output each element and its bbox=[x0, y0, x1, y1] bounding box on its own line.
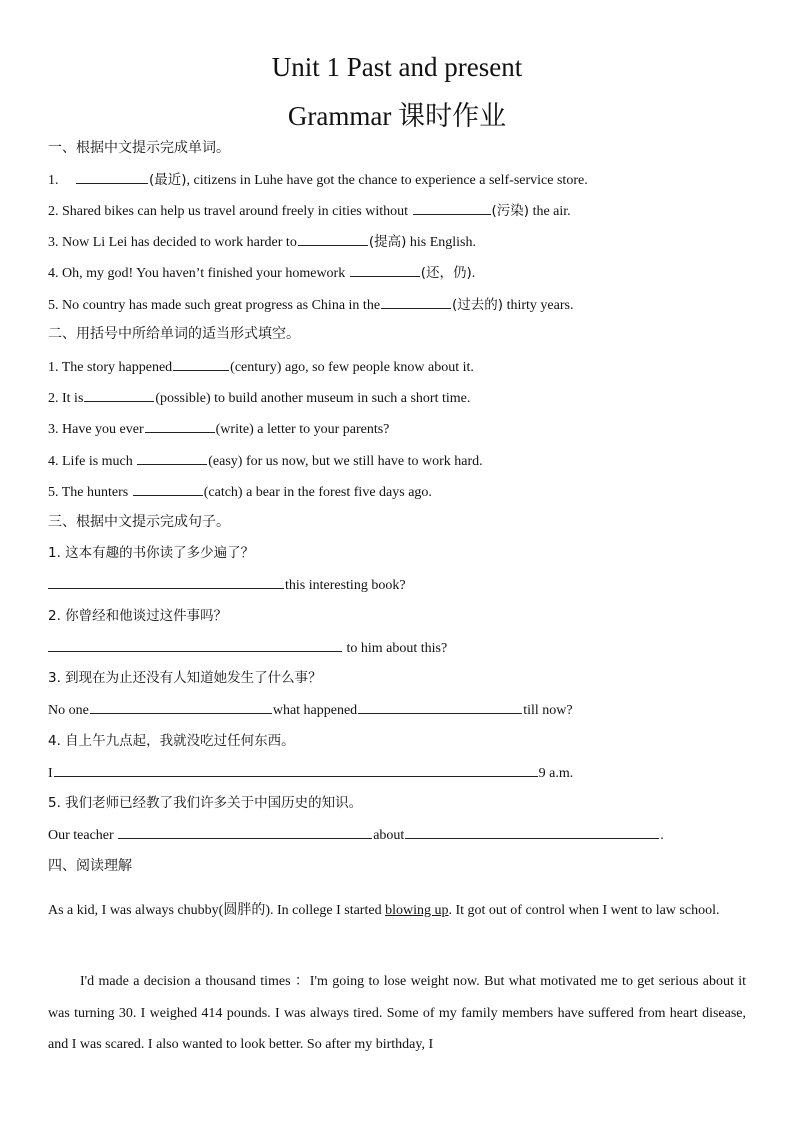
item-number: 1. bbox=[48, 173, 59, 188]
answer-blank[interactable] bbox=[48, 639, 342, 652]
sentence-start: 3. Have you ever bbox=[48, 422, 144, 437]
answer-blank[interactable] bbox=[145, 420, 215, 433]
s3-item-5-prompt: 5. 我们老师已经教了我们许多关于中国历史的知识。 bbox=[48, 795, 363, 811]
sentence-start: 5. The hunters bbox=[48, 485, 129, 500]
underlined-phrase: blowing up bbox=[385, 903, 449, 918]
s1-item-3 bbox=[48, 233, 476, 252]
answer-blank[interactable] bbox=[84, 389, 154, 402]
reading-paragraph-1 bbox=[48, 893, 746, 928]
sentence-start: 2. Shared bikes can help us travel around freely in cities without bbox=[48, 204, 409, 219]
sentence-start: 2. It is bbox=[48, 391, 84, 406]
section2-heading: 二、用括号中所给单词的适当形式填空。 bbox=[48, 326, 300, 342]
s1-item-4 bbox=[48, 264, 475, 283]
given-word: (possible) bbox=[155, 391, 211, 406]
answer-blank[interactable] bbox=[90, 701, 272, 714]
s2-item-2 bbox=[48, 389, 470, 408]
s1-item-1 bbox=[48, 171, 588, 190]
hint: (污染) bbox=[491, 203, 530, 219]
sentence-rest: his English. bbox=[406, 235, 476, 250]
sentence-start: 5. No country has made such great progress as China in the bbox=[48, 298, 381, 313]
answer-blank[interactable] bbox=[173, 358, 229, 371]
sentence-rest: a bear in the forest five days ago. bbox=[242, 485, 432, 500]
s3-item-5-answer bbox=[48, 826, 664, 845]
sentence-start: 3. Now Li Lei has decided to work harder to bbox=[48, 235, 297, 250]
given-word: (write) bbox=[215, 422, 254, 437]
answer-blank[interactable] bbox=[118, 826, 372, 839]
sentence-rest: the air. bbox=[529, 204, 571, 219]
paragraph-text: . It got out of control when I went to law school. bbox=[448, 903, 720, 918]
hint: (还，仍) bbox=[420, 265, 472, 281]
s2-item-3 bbox=[48, 420, 389, 439]
sentence-rest: for us now, but we still have to work hard. bbox=[242, 454, 483, 469]
sentence-start: 1. The story happened bbox=[48, 360, 173, 375]
section4-heading: 四、阅读理解 bbox=[48, 858, 132, 874]
answer-blank[interactable] bbox=[350, 264, 420, 277]
answer-blank[interactable] bbox=[133, 483, 203, 496]
paragraph-text: As a kid, I was always chubby(圆胖的). In college I started bbox=[48, 903, 386, 918]
sentence-rest: this interesting book? bbox=[285, 578, 406, 593]
s1-item-5 bbox=[48, 296, 573, 315]
sentence-rest: ago, so few people know about it. bbox=[281, 360, 474, 375]
sentence-rest: . bbox=[660, 828, 664, 843]
s3-item-1-answer bbox=[48, 576, 406, 595]
s1-item-2 bbox=[48, 202, 571, 221]
hint: (最近) bbox=[149, 172, 187, 188]
s2-item-5 bbox=[48, 483, 432, 502]
sentence-start: No one bbox=[48, 703, 89, 718]
answer-blank[interactable] bbox=[405, 826, 659, 839]
section3-heading: 三、根据中文提示完成句子。 bbox=[48, 514, 230, 530]
sentence-middle: about bbox=[373, 828, 405, 843]
sentence-start: 4. Life is much bbox=[48, 454, 133, 469]
answer-blank[interactable] bbox=[413, 202, 491, 215]
sentence-rest: . bbox=[471, 266, 476, 281]
answer-blank[interactable] bbox=[298, 233, 368, 246]
given-word: (easy) bbox=[208, 454, 243, 469]
given-word: (catch) bbox=[203, 485, 243, 500]
page-subtitle: Grammar 课时作业 bbox=[287, 101, 507, 131]
s3-item-2-answer bbox=[48, 639, 447, 658]
s3-item-4-answer bbox=[48, 764, 573, 783]
s3-item-2-prompt: 2. 你曾经和他谈过这件事吗？ bbox=[48, 608, 228, 624]
s3-item-3-answer bbox=[48, 701, 573, 720]
s3-item-3-prompt: 3. 到现在为止还没有人知道她发生了什么事？ bbox=[48, 670, 322, 686]
sentence-rest: to build another museum in such a short time. bbox=[210, 391, 471, 406]
s3-item-1-prompt: 1. 这本有趣的书你读了多少遍了？ bbox=[48, 545, 255, 561]
sentence-start: I bbox=[48, 766, 53, 781]
answer-blank[interactable] bbox=[358, 701, 522, 714]
sentence-rest: to him about this? bbox=[343, 641, 448, 656]
reading-paragraph-2: I'd made a decision a thousand times ：I'm going to lose weight now. But what motivated me to get serious about it was turning 30. I weighed 414 pounds. I was always tired. Some of my family members have suffered from heart disease, and I was scared. I also wanted to look better. So after my birthday, I bbox=[48, 974, 746, 1052]
sentence-rest: thirty years. bbox=[503, 298, 574, 313]
answer-blank[interactable] bbox=[76, 171, 148, 184]
sentence-start: Our teacher bbox=[48, 828, 118, 843]
answer-blank[interactable] bbox=[48, 576, 284, 589]
hint: (过去的) bbox=[452, 297, 504, 313]
answer-blank[interactable] bbox=[381, 296, 451, 309]
s3-item-4-prompt: 4. 自上午九点起，我就没吃过任何东西。 bbox=[48, 733, 295, 749]
s2-item-1 bbox=[48, 358, 474, 377]
sentence-start: 4. Oh, my god! You haven’t finished your homework bbox=[48, 266, 346, 281]
given-word: (century) bbox=[230, 360, 282, 375]
sentence-rest: 9 a.m. bbox=[538, 766, 574, 781]
sentence-rest: , citizens in Luhe have got the chance to experience a self-service store. bbox=[186, 173, 588, 188]
page-title: Unit 1 Past and present bbox=[271, 52, 523, 82]
hint: (提高) bbox=[368, 234, 407, 250]
sentence-rest: till now? bbox=[523, 703, 573, 718]
sentence-middle: what happened bbox=[272, 703, 358, 718]
s2-item-4 bbox=[48, 452, 483, 471]
section1-heading: 一、根据中文提示完成单词。 bbox=[48, 140, 230, 156]
sentence-rest: a letter to your parents? bbox=[253, 422, 390, 437]
answer-blank[interactable] bbox=[54, 764, 538, 777]
answer-blank[interactable] bbox=[137, 452, 207, 465]
